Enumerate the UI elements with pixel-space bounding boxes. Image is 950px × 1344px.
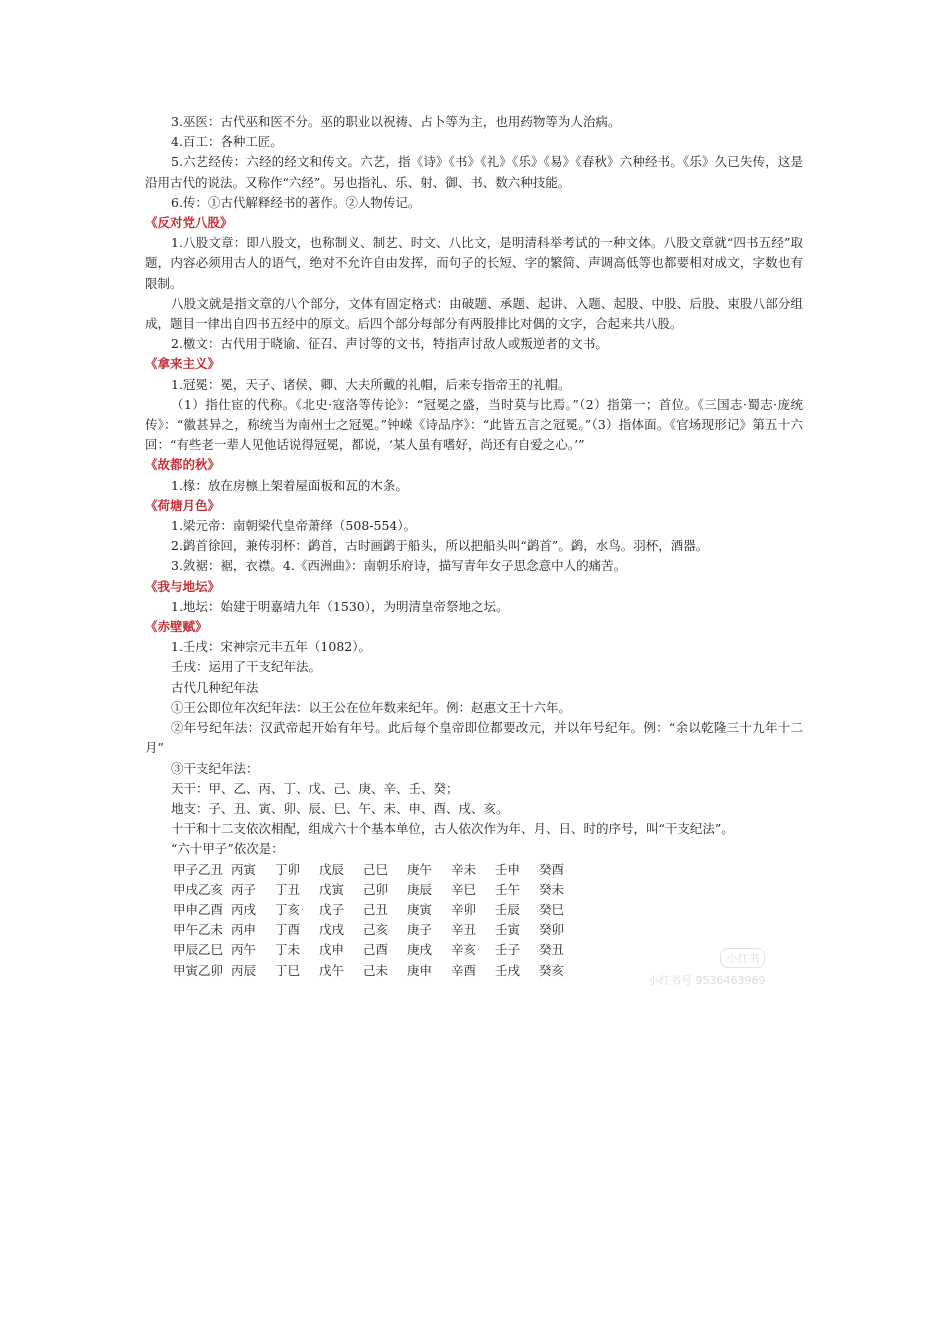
table-cell: 己丑 bbox=[363, 901, 389, 917]
table-cell: 丙午 bbox=[231, 942, 257, 958]
watermark-badge: 小红书 bbox=[720, 948, 765, 968]
table-cell: 丁未 bbox=[275, 942, 301, 958]
table-cell: 丁酉 bbox=[275, 922, 301, 938]
paragraph: ①王公即位年次纪年法：以王公在位年数来纪年。例：赵惠文王十六年。 bbox=[171, 699, 572, 715]
paragraph: 2.鹢首徐回，兼传羽杯：鹢首，古时画鹢于船头，所以把船头叫“鹢首”。鹢，水鸟。羽杯，酒器。 bbox=[171, 538, 709, 554]
paragraph: “六十甲子”依次是： bbox=[171, 841, 284, 857]
table-cell: 壬申 bbox=[495, 861, 521, 877]
table-cell: 丙辰 bbox=[231, 962, 257, 978]
table-row bbox=[173, 940, 583, 960]
table-cell: 丙申 bbox=[231, 922, 257, 938]
paragraph: ③干支纪年法： bbox=[171, 760, 259, 776]
table-cell: 丙戌 bbox=[231, 901, 257, 917]
paragraph: 3.巫医：古代巫和医不分。巫的职业以祝祷、占卜等为主，也用药物等为人治病。 bbox=[171, 114, 621, 129]
section-heading: 《我与地坛》 bbox=[145, 578, 221, 594]
table-cell: 己巳 bbox=[363, 861, 389, 877]
paragraph: 1.冠冕：冕，天子、诸侯、卿、大夫所戴的礼帽，后来专指帝王的礼帽。 bbox=[171, 376, 571, 392]
table-cell: 丁巳 bbox=[275, 962, 301, 978]
table-cell: 庚寅 bbox=[407, 901, 433, 917]
paragraph: 1.壬戌：宋神宗元丰五年（1082）。 bbox=[171, 639, 371, 655]
table-cell: 戊申 bbox=[319, 942, 345, 958]
table-cell: 壬子 bbox=[495, 942, 521, 958]
paragraph: 1.梁元帝：南朝梁代皇帝萧绎（508-554）。 bbox=[171, 518, 417, 534]
table-cell: 庚辰 bbox=[407, 881, 433, 897]
paragraph: 5.六艺经传：六经的经文和传文。六艺，指《诗》《书》《礼》《乐》《易》《春秋》六种经书。《乐》久已失传，这是沿用古代的说法。又称作“六经”。另也指礼、乐、射、御、书、数六种技能。 bbox=[145, 154, 803, 190]
table-row bbox=[173, 880, 583, 900]
table-cell: 丙寅 bbox=[231, 861, 257, 877]
table-cell: 癸未 bbox=[539, 881, 565, 897]
table-cell: 戊寅 bbox=[319, 881, 345, 897]
paragraph: 地支：子、丑、寅、卯、辰、巳、午、未、申、酉、戌、亥。 bbox=[171, 800, 509, 816]
table-cell: 甲寅乙卯 bbox=[173, 962, 224, 978]
table-row bbox=[173, 961, 583, 981]
table-cell: 戊午 bbox=[319, 962, 345, 978]
table-cell: 甲戌乙亥 bbox=[173, 881, 224, 897]
paragraph: （1）指仕宦的代称。《北史·寇洛等传论》：“冠冕之盛，当时莫与比焉。”（2）指第一；首位。《三国志·蜀志·庞统传》：“徽甚异之，称统当为南州士之冠冕。”钟嵘《诗品序》：“此皆五言之冠冕。”（3）指体面。《官场现形记》第五十六回：“有些老一辈人见他话说得冠冕，都说，‘某人虽有嗜好，尚还有自爱之心。’” bbox=[145, 396, 803, 453]
table-cell: 辛未 bbox=[451, 861, 477, 877]
table-cell: 癸酉 bbox=[539, 861, 565, 877]
table-cell: 辛巳 bbox=[451, 881, 477, 897]
table-cell: 己卯 bbox=[363, 881, 389, 897]
table-cell: 甲申乙酉 bbox=[173, 901, 224, 917]
paragraph: 3.敛裾：裾，衣襟。4.《西洲曲》：南朝乐府诗，描写青年女子思念意中人的痛苦。 bbox=[171, 558, 627, 574]
section-heading: 《故都的秋》 bbox=[145, 457, 221, 473]
paragraph: 十干和十二支依次相配，组成六十个基本单位，古人依次作为年、月、日、时的序号，叫“干支纪法”。 bbox=[171, 821, 734, 837]
table-row bbox=[173, 860, 583, 880]
watermark-text: 小红书号 9536463969 bbox=[648, 974, 766, 987]
table-cell: 戊戌 bbox=[319, 922, 345, 938]
table-cell: 庚午 bbox=[407, 861, 433, 877]
table-cell: 辛丑 bbox=[451, 922, 477, 938]
table-cell: 庚戌 bbox=[407, 942, 433, 958]
section-heading: 《反对党八股》 bbox=[145, 215, 233, 231]
paragraph: 1.八股文章：即八股文，也称制义、制艺、时文、八比文，是明清科举考试的一种文体。八股文章就“四书五经”取题，内容必须用古人的语气，绝对不允许自由发挥，而句子的长短、字的繁简、声调高低等也都要相对成文，字数也有限制。 bbox=[145, 235, 803, 291]
paragraph: 4.百工：各种工匠。 bbox=[171, 134, 283, 150]
table-cell: 庚子 bbox=[407, 922, 433, 938]
table-cell: 壬寅 bbox=[495, 922, 521, 938]
table-row bbox=[173, 900, 583, 920]
paragraph: 6.传：①古代解释经书的著作。②人物传记。 bbox=[171, 194, 421, 210]
table-cell: 丁丑 bbox=[275, 881, 301, 897]
table-cell: 甲辰乙巳 bbox=[173, 942, 224, 958]
table-cell: 甲午乙未 bbox=[173, 922, 224, 938]
paragraph: 古代几种纪年法 bbox=[171, 679, 259, 695]
table-cell: 丁卯 bbox=[275, 861, 301, 877]
table-cell: 庚申 bbox=[407, 962, 433, 978]
table-cell: 壬戌 bbox=[495, 962, 521, 978]
table-cell: 壬辰 bbox=[495, 901, 521, 917]
paragraph: ②年号纪年法：汉武帝起开始有年号。此后每个皇帝即位都要改元，并以年号纪年。例：“余以乾隆三十九年十二月” bbox=[145, 720, 803, 756]
table-cell: 己未 bbox=[363, 962, 389, 978]
paragraph: 1.椽：放在房檩上架着屋面板和瓦的木条。 bbox=[171, 477, 408, 493]
table-cell: 丁亥 bbox=[275, 901, 301, 917]
paragraph: 2.檄文：古代用于晓谕、征召、声讨等的文书，特指声讨敌人或叛逆者的文书。 bbox=[171, 336, 608, 352]
table-cell: 壬午 bbox=[495, 881, 521, 897]
table-cell: 戊子 bbox=[319, 901, 345, 917]
table-cell: 癸卯 bbox=[539, 922, 565, 938]
paragraph: 八股文就是指文章的八个部分，文体有固定格式：由破题、承题、起讲、入题、起股、中股、后股、束股八部分组成，题目一律出自四书五经中的原文。后四个部分每部分有两股排比对偶的文字，合起来共八股。 bbox=[145, 295, 803, 332]
section-heading: 《荷塘月色》 bbox=[145, 497, 221, 513]
table-cell: 丙子 bbox=[231, 881, 257, 897]
table-cell: 癸丑 bbox=[539, 942, 565, 958]
table-cell: 癸亥 bbox=[539, 962, 565, 978]
watermark bbox=[648, 948, 765, 988]
paragraph: 天干：甲、乙、丙、丁、戊、己、庚、辛、壬、癸； bbox=[171, 780, 459, 796]
table-cell: 辛卯 bbox=[451, 901, 477, 917]
jiazi-table bbox=[173, 860, 583, 981]
section-heading: 《赤壁赋》 bbox=[145, 619, 208, 635]
table-cell: 辛酉 bbox=[451, 962, 477, 978]
document-body bbox=[145, 112, 803, 981]
table-cell: 甲子乙丑 bbox=[173, 861, 224, 877]
paragraph: 1.地坛：始建于明嘉靖九年（1530），为明清皇帝祭地之坛。 bbox=[171, 598, 509, 614]
paragraph: 壬戌：运用了干支纪年法。 bbox=[171, 659, 322, 675]
table-cell: 辛亥 bbox=[451, 942, 477, 958]
section-heading: 《拿来主义》 bbox=[145, 356, 221, 372]
table-row bbox=[173, 920, 583, 940]
table-cell: 己酉 bbox=[363, 942, 389, 958]
table-cell: 癸巳 bbox=[539, 901, 565, 917]
table-cell: 戊辰 bbox=[319, 861, 345, 877]
table-cell: 己亥 bbox=[363, 922, 389, 938]
